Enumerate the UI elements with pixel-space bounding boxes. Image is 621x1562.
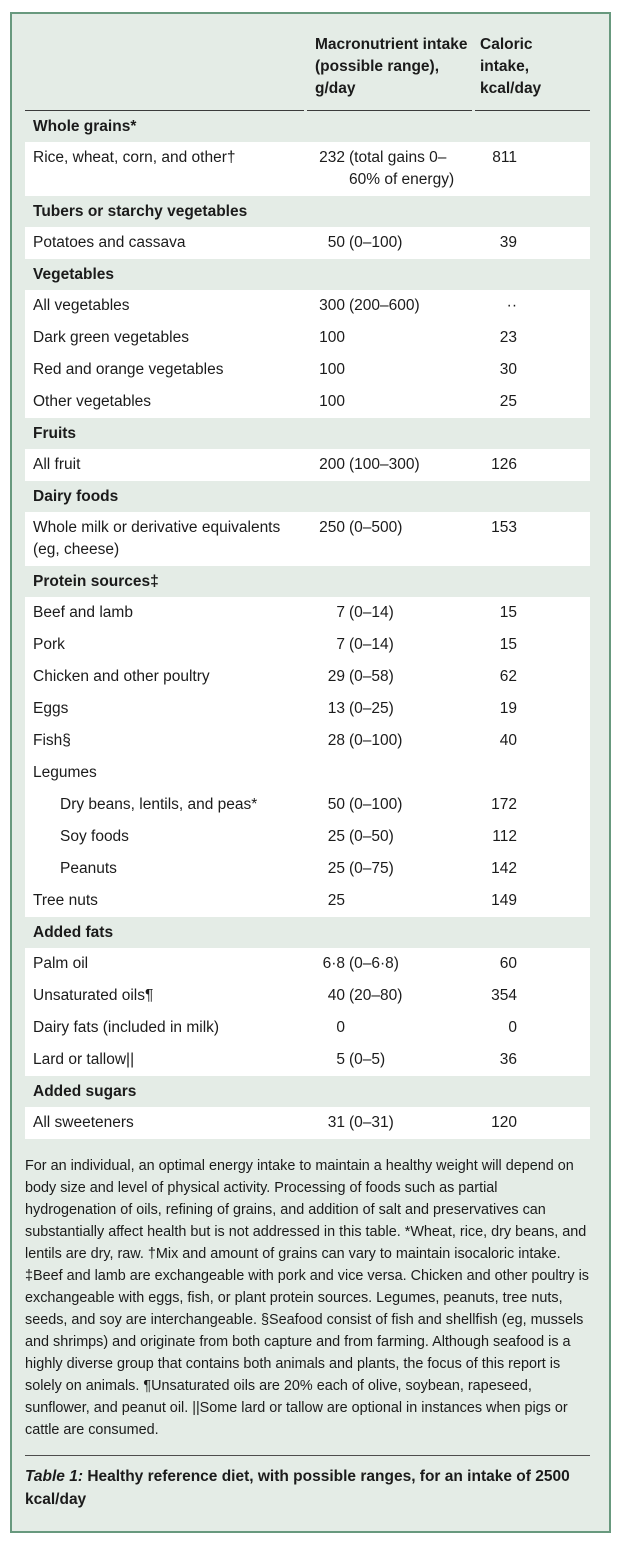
row-label: Other vegetables [33, 393, 152, 410]
section-title: Vegetables [33, 265, 114, 283]
macronutrient-cell [307, 295, 472, 317]
caloric-value: 60 [499, 955, 517, 972]
table-body [25, 111, 590, 1139]
macronutrient-value: 25 [327, 860, 345, 877]
macronutrient-value: 40 [327, 987, 345, 1004]
section-band [25, 259, 590, 290]
macronutrient-cell [307, 517, 472, 561]
row-label: Tree nuts [33, 892, 98, 909]
macronutrient-range: (100–300) [349, 456, 420, 473]
section-band [25, 111, 590, 142]
macronutrient-cell [307, 730, 472, 752]
macronutrient-cell [307, 147, 472, 191]
caloric-value: 15 [499, 604, 517, 621]
caloric-value: 153 [491, 519, 517, 536]
macronutrient-value: 7 [336, 604, 345, 621]
macronutrient-cell [307, 1049, 472, 1071]
section-band [25, 481, 590, 512]
caloric-value: 62 [499, 668, 517, 685]
table-row [25, 449, 590, 481]
white-block [25, 597, 590, 917]
macronutrient-value: 7 [336, 636, 345, 653]
row-label: Lard or tallow|| [33, 1051, 135, 1068]
section-title: Tubers or starchy vegetables [33, 202, 248, 220]
row-label: Whole milk or derivative equivalents (eg, cheese) [33, 519, 281, 558]
macronutrient-range: (0–100) [349, 796, 403, 813]
macronutrient-cell [307, 454, 472, 476]
macronutrient-value: 28 [327, 732, 345, 749]
macronutrient-cell [307, 826, 472, 848]
macronutrient-range: (0–31) [349, 1114, 394, 1131]
macronutrient-value: 300 [319, 297, 345, 314]
row-label: All fruit [33, 456, 81, 473]
row-label: Potatoes and cassava [33, 234, 186, 251]
row-label: Dry beans, lentils, and peas* [60, 796, 258, 813]
macronutrient-value: 232 [319, 149, 345, 166]
table-content [25, 14, 590, 1511]
macronutrient-cell [307, 698, 472, 720]
caloric-value: 36 [499, 1051, 517, 1068]
macronutrient-cell [307, 602, 472, 624]
macronutrient-range: (0–25) [349, 700, 394, 717]
table-header [25, 14, 590, 111]
row-label: Soy foods [60, 828, 129, 845]
table-row [25, 1107, 590, 1139]
macronutrient-value: 5 [336, 1051, 345, 1068]
macronutrient-value: 29 [327, 668, 345, 685]
macronutrient-cell [307, 858, 472, 880]
section-title: Added sugars [33, 1082, 137, 1100]
white-block [25, 1107, 590, 1139]
white-block [25, 449, 590, 481]
table-row [25, 227, 590, 259]
caloric-value: 15 [499, 636, 517, 653]
section-title: Added fats [33, 923, 114, 941]
caloric-value: 354 [491, 987, 517, 1004]
table-row [25, 386, 590, 418]
table-row [25, 693, 590, 725]
table-row [25, 322, 590, 354]
caloric-value: 40 [499, 732, 517, 749]
section-title: Whole grains* [33, 117, 137, 135]
macronutrient-value: 250 [319, 519, 345, 536]
macronutrient-value: 6·8 [322, 955, 345, 972]
section-title: Dairy foods [33, 487, 119, 505]
row-label: All sweeteners [33, 1114, 134, 1131]
row-label: Dark green vegetables [33, 329, 189, 346]
row-label: All vegetables [33, 297, 130, 314]
white-block [25, 948, 590, 1076]
caloric-value: 126 [491, 456, 517, 473]
white-block [25, 142, 590, 196]
macronutrient-range: (total gains 0–60% of energy) [349, 149, 455, 188]
macronutrient-cell [307, 666, 472, 688]
caloric-value: 0 [508, 1019, 517, 1036]
section-band [25, 418, 590, 449]
macronutrient-range: (0–100) [349, 732, 403, 749]
section-band [25, 196, 590, 227]
macronutrient-value: 100 [319, 329, 345, 346]
macronutrient-range: (0–5) [349, 1051, 386, 1068]
macronutrient-cell [307, 232, 472, 254]
table-footnote: For an individual, an optimal energy intake to maintain a healthy weight will depend on body size and level of physical activity. Processing of foods such as partial hydrogenation of oils, refining of grains, and addition of salt and preservatives can substantially affect health but is not addressed in this table. *Wheat, rice, dry beans, and lentils are dry, raw. †Mix and amount of grains can vary to maintain isocaloric intake. ‡Beef and lamb are exchangeable with pork and vice versa. Chicken and other poultry is exchangeable with eggs, fish, or plant protein sources. Legumes, peanuts, tree nuts, seeds, and soy are interchangeable. §Seafood consist of fish and shellfish (eg, mussels and shrimps) and originate from both capture and from farming. Although seafood is a highly diverse group that contains both animals and plants, the focus of this report is solely on animals. ¶Unsaturated oils are 20% each of olive, soybean, rapeseed, sunflower, and peanut oil. ||Some lard or tallow are optional in instances when pigs or cattle are consumed. [25, 1158, 589, 1438]
macronutrient-value: 13 [327, 700, 345, 717]
macronutrient-value: 25 [327, 892, 345, 909]
macronutrient-cell [307, 890, 472, 912]
macronutrient-cell [307, 794, 472, 816]
white-block [25, 512, 590, 566]
white-block [25, 227, 590, 259]
caloric-value: 811 [492, 149, 517, 166]
macronutrient-cell [307, 327, 472, 349]
table-row [25, 629, 590, 661]
row-label: Palm oil [33, 955, 89, 972]
table-row [25, 853, 590, 885]
row-label: Peanuts [60, 860, 117, 877]
row-label: Chicken and other poultry [33, 668, 210, 685]
table-row [25, 821, 590, 853]
row-label: Dairy fats (included in milk) [33, 1019, 220, 1036]
row-label: Pork [33, 636, 65, 653]
macronutrient-range: (0–500) [349, 519, 403, 536]
table-row [25, 597, 590, 629]
header-macronutrient-intake: Macronutrient intake (possible range), g/day [307, 34, 472, 111]
macronutrient-range: (0–58) [349, 668, 394, 685]
table-row [25, 661, 590, 693]
reference-diet-table-panel [10, 12, 611, 1533]
table-row [25, 290, 590, 322]
header-empty-cell [25, 34, 304, 111]
macronutrient-value: 31 [327, 1114, 345, 1131]
macronutrient-cell [307, 953, 472, 975]
row-label: Unsaturated oils¶ [33, 987, 154, 1004]
row-label: Rice, wheat, corn, and other† [33, 149, 236, 166]
macronutrient-range: (0–50) [349, 828, 394, 845]
section-band [25, 566, 590, 597]
caloric-value: 39 [499, 234, 517, 251]
macronutrient-range: (200–600) [349, 297, 420, 314]
section-title: Protein sources‡ [33, 572, 159, 590]
row-label: Beef and lamb [33, 604, 133, 621]
row-label: Legumes [33, 764, 97, 781]
table-row [25, 1012, 590, 1044]
table-row [25, 885, 590, 917]
macronutrient-value: 200 [319, 456, 345, 473]
caloric-value: 19 [499, 700, 517, 717]
section-title: Fruits [33, 424, 77, 442]
macronutrient-value: 100 [319, 393, 345, 410]
macronutrient-range: (0–14) [349, 604, 394, 621]
macronutrient-value: 50 [327, 796, 345, 813]
header-caloric-intake: Caloric intake, kcal/day [475, 34, 590, 111]
caloric-value: 149 [491, 892, 517, 909]
macronutrient-cell [307, 634, 472, 656]
caloric-value: 142 [491, 860, 517, 877]
caloric-value: ·· [506, 297, 517, 314]
row-label: Fish§ [33, 732, 71, 749]
table-row [25, 1044, 590, 1076]
macronutrient-value: 0 [336, 1019, 345, 1036]
table-row [25, 948, 590, 980]
section-band [25, 1076, 590, 1107]
macronutrient-range: (0–100) [349, 234, 403, 251]
macronutrient-range: (0–14) [349, 636, 394, 653]
caloric-value: 112 [492, 828, 517, 845]
caption-text: Healthy reference diet, with possible ranges, for an intake of 2500 kcal/day [25, 1468, 570, 1508]
caloric-value: 25 [499, 393, 517, 410]
macronutrient-cell [307, 762, 472, 784]
white-block [25, 290, 590, 418]
macronutrient-cell [307, 391, 472, 413]
macronutrient-value: 100 [319, 361, 345, 378]
caloric-value: 30 [499, 361, 517, 378]
row-label: Eggs [33, 700, 69, 717]
caption-label: Table 1: [25, 1468, 83, 1485]
table-row [25, 789, 590, 821]
macronutrient-range: (0–6·8) [349, 955, 399, 972]
section-band [25, 917, 590, 948]
caloric-value: 23 [499, 329, 517, 346]
macronutrient-value: 50 [327, 234, 345, 251]
macronutrient-range: (20–80) [349, 987, 403, 1004]
macronutrient-cell [307, 1112, 472, 1134]
caloric-value [475, 762, 590, 784]
table-row [25, 725, 590, 757]
macronutrient-range: (0–75) [349, 860, 394, 877]
macronutrient-cell [307, 359, 472, 381]
caloric-value: 172 [491, 796, 517, 813]
table-row [25, 354, 590, 386]
macronutrient-cell [307, 985, 472, 1007]
table-row [25, 980, 590, 1012]
table-row [25, 757, 590, 789]
table-row [25, 142, 590, 196]
macronutrient-cell [307, 1017, 472, 1039]
table-row [25, 512, 590, 566]
macronutrient-value: 25 [327, 828, 345, 845]
caloric-value: 120 [491, 1114, 517, 1131]
row-label: Red and orange vegetables [33, 361, 224, 378]
table-caption [25, 1456, 590, 1511]
